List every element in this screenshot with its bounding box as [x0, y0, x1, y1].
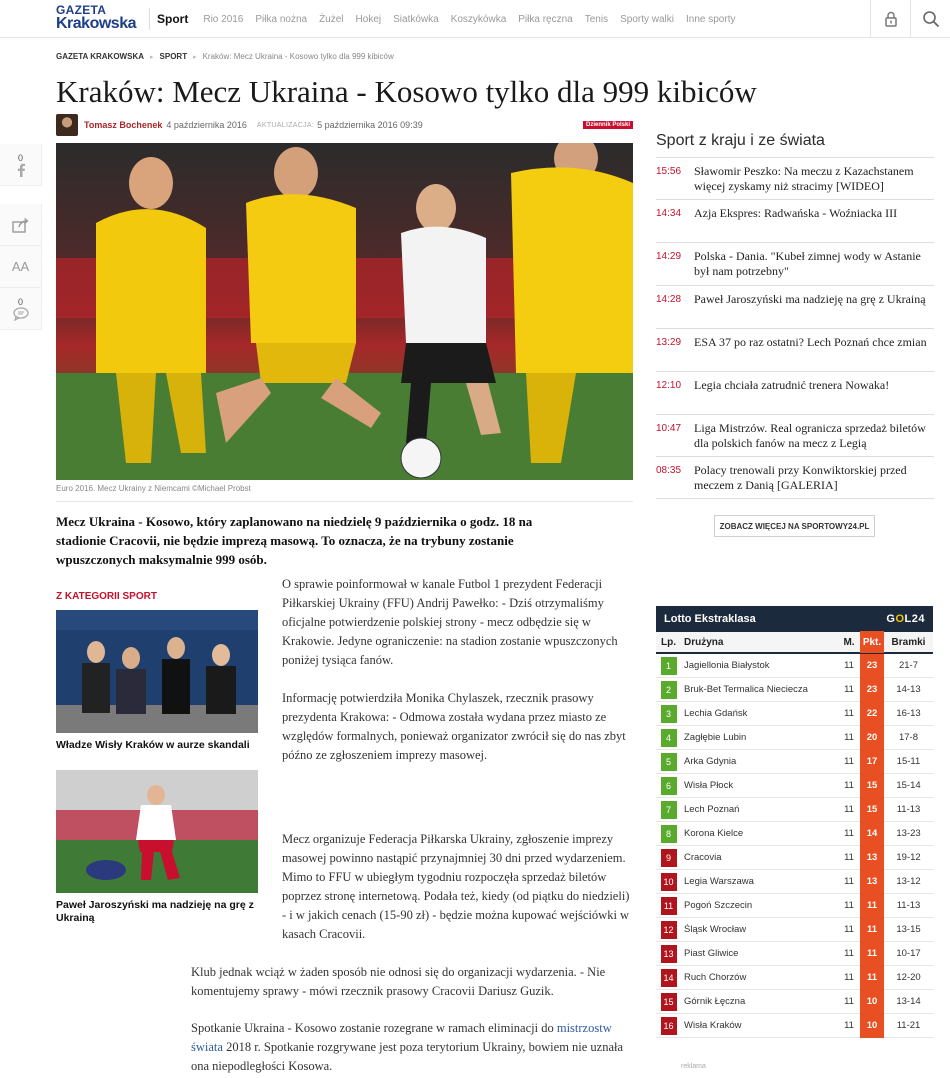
- points: 14: [860, 822, 884, 846]
- paragraph-text: 2018 r. Spotkanie rozgrywane jest poza terytorium Ukrainy, bowiem nie uznała ona niepodległości Kosowa.: [191, 1040, 624, 1073]
- position-badge: 8: [661, 825, 677, 843]
- news-headline[interactable]: Legia chciała zatrudnić trenera Nowaka!: [694, 378, 890, 392]
- position-badge: 4: [661, 729, 677, 747]
- font-size-button[interactable]: [0, 246, 42, 288]
- news-time: 14:29: [656, 251, 682, 262]
- team-name[interactable]: Legia Warszawa: [684, 876, 754, 887]
- more-news-button[interactable]: ZOBACZ WIĘCEJ NA SPORTOWY24.PL: [714, 515, 875, 537]
- facebook-share-button[interactable]: [0, 144, 42, 186]
- goals: 13-12: [896, 876, 921, 887]
- news-item[interactable]: [656, 157, 934, 199]
- nav-item-sporty-walki[interactable]: Sporty walki: [620, 13, 674, 25]
- share-button[interactable]: [0, 204, 42, 246]
- table-row[interactable]: [656, 894, 933, 918]
- position-badge: 11: [661, 897, 677, 915]
- position-badge: 15: [661, 993, 677, 1011]
- comments-count: 0: [17, 296, 23, 307]
- points: 11: [860, 966, 884, 990]
- nav-item-inne-sporty[interactable]: Inne sporty: [686, 13, 736, 25]
- category-heading: Z KATEGORII SPORT: [56, 591, 157, 602]
- login-button[interactable]: [870, 0, 910, 38]
- points: 11: [860, 894, 884, 918]
- breadcrumb-arrow-icon: ▸: [193, 53, 197, 61]
- goals: 11-21: [896, 1020, 921, 1031]
- table-row[interactable]: [656, 654, 933, 678]
- position-cell: [656, 705, 681, 723]
- goals: 13-23: [896, 828, 921, 839]
- team-name[interactable]: Wisła Kraków: [684, 1020, 742, 1031]
- points: 13: [860, 870, 884, 894]
- comments-button[interactable]: [0, 288, 42, 330]
- category-thumbnail[interactable]: [56, 610, 258, 733]
- goals: 17-8: [898, 732, 918, 743]
- article-meta: [56, 114, 633, 136]
- col-team: Drużyna: [684, 636, 724, 648]
- top-navigation: [0, 0, 950, 38]
- goals: 13-14: [896, 996, 921, 1007]
- position-badge: 13: [661, 945, 677, 963]
- section-nav: [157, 0, 747, 38]
- nav-item-pilka-nozna[interactable]: Piłka nożna: [255, 13, 308, 25]
- table-row[interactable]: [656, 750, 933, 774]
- category-card-title[interactable]: Władze Wisły Kraków w aurze skandali: [56, 739, 250, 751]
- points: 15: [860, 774, 884, 798]
- position-badge: 16: [661, 1017, 677, 1035]
- news-time: 14:28: [656, 294, 682, 305]
- points: 11: [860, 942, 884, 966]
- goals: 15-14: [896, 780, 921, 791]
- category-card[interactable]: [56, 770, 258, 925]
- position-cell: [656, 681, 681, 699]
- points: 11: [860, 918, 884, 942]
- matches-played: 11: [844, 1020, 854, 1031]
- position-badge: 7: [661, 801, 677, 819]
- team-name[interactable]: Bruk-Bet Termalica Nieciecza: [684, 684, 808, 695]
- source-badge: Dziennik Polski: [583, 121, 633, 129]
- article-main-photo[interactable]: [56, 143, 633, 480]
- matches-played: 11: [844, 828, 854, 839]
- nav-item-sport[interactable]: Sport: [157, 12, 189, 26]
- article-paragraph: Informację potwierdziła Monika Chylaszek, rzecznik prasowy prezydenta Krakowa: - Odmowa została wydana przez miasto ze względów formalnych, ponieważ organizator zwrócił się do nas zbyt późno ze zgłoszeniem imprezy masowej.: [282, 691, 626, 762]
- header-actions: [870, 0, 950, 38]
- news-time: 12:10: [656, 380, 682, 391]
- table-row[interactable]: [656, 966, 933, 990]
- team-name[interactable]: Zagłębie Lubin: [684, 732, 747, 743]
- news-time: 08:35: [656, 465, 682, 476]
- breadcrumb-section[interactable]: SPORT: [159, 52, 188, 61]
- goals: 15-11: [896, 756, 921, 767]
- logo-line-2: Krakowska: [56, 15, 136, 32]
- news-time: 10:47: [656, 423, 682, 434]
- news-item[interactable]: [656, 371, 934, 414]
- table-row[interactable]: [656, 870, 933, 894]
- updated-date: 5 października 2016 09:39: [317, 120, 423, 130]
- news-headline[interactable]: Polska - Dania. "Kubeł zimnej wody w Astanie był nam potrzebny": [694, 249, 921, 278]
- position-cell: [656, 921, 681, 939]
- matches-played: 11: [844, 732, 854, 743]
- updated-label: AKTUALIZACJA:: [256, 121, 315, 129]
- position-cell: [656, 657, 681, 675]
- team-name[interactable]: Jagiellonia Białystok: [684, 660, 770, 671]
- logo-part: O: [895, 613, 905, 625]
- goals: 19-12: [896, 852, 921, 863]
- position-badge: 9: [661, 849, 677, 867]
- logo-part: L24: [904, 613, 925, 625]
- league-table-header: [656, 606, 933, 632]
- league-columns: [656, 632, 933, 654]
- category-card[interactable]: [56, 610, 258, 752]
- category-card-title[interactable]: Paweł Jaroszyński ma nadzieję na grę z Ukrainą: [56, 899, 254, 924]
- matches-played: 11: [844, 684, 854, 695]
- paragraph-text: Spotkanie Ukraina - Kosowo zostanie rozegrane w ramach eliminacji do: [191, 1021, 557, 1035]
- press-conference-image: [56, 610, 258, 733]
- table-row[interactable]: [656, 918, 933, 942]
- news-headline[interactable]: Liga Mistrzów. Real ogranicza sprzedaż biletów dla polskich fanów na mecz z Legią: [694, 421, 926, 450]
- table-row[interactable]: [656, 702, 933, 726]
- nav-item-koszykowka[interactable]: Koszykówka: [450, 13, 507, 25]
- article-lead: Mecz Ukraina - Kosowo, który zaplanowano na niedzielę 9 października o godz. 18 na stadionie Cracovii, nie będzie imprezą masową. To oznacza, że na trybuny zostanie wpuszczonych maksymalnie 999 osób.: [56, 514, 533, 567]
- col-points: Pkt.: [860, 631, 884, 653]
- position-cell: [656, 777, 681, 795]
- photo-caption: Euro 2016. Mecz Ukrainy z Niemcami ©Michael Probst: [56, 484, 633, 502]
- nav-item-rio-2016[interactable]: Rio 2016: [203, 13, 244, 25]
- position-badge: 3: [661, 705, 677, 723]
- news-headline[interactable]: ESA 37 po raz ostatni? Lech Poznań chce zmian: [694, 335, 927, 349]
- team-name[interactable]: Lech Poznań: [684, 804, 740, 815]
- news-item[interactable]: [656, 199, 934, 242]
- team-name[interactable]: Ruch Chorzów: [684, 972, 747, 983]
- matches-played: 11: [844, 972, 854, 983]
- font-size-icon: AA: [11, 259, 30, 274]
- gol24-logo[interactable]: [886, 613, 925, 625]
- league-name: Lotto Ekstraklasa: [664, 613, 756, 625]
- goals: 13-15: [896, 924, 921, 935]
- lock-icon: [884, 11, 898, 27]
- team-name[interactable]: Lechia Gdańsk: [684, 708, 748, 719]
- site-logo[interactable]: [56, 4, 142, 30]
- table-row[interactable]: [656, 846, 933, 870]
- nav-item-siatkowka[interactable]: Siatkówka: [393, 13, 439, 25]
- news-item[interactable]: [656, 285, 934, 328]
- matches-played: 11: [844, 996, 854, 1007]
- ad-label: reklama: [681, 1063, 706, 1070]
- points: 15: [860, 798, 884, 822]
- nav-item-hokej[interactable]: Hokej: [355, 13, 382, 25]
- goals: 12-20: [896, 972, 921, 983]
- matches-played: 11: [844, 804, 854, 815]
- team-name[interactable]: Wisła Płock: [684, 780, 734, 791]
- position-cell: [656, 873, 681, 891]
- article-title: Kraków: Mecz Ukraina - Kosowo tylko dla 999 kibiców: [56, 74, 757, 109]
- table-row[interactable]: [656, 1014, 933, 1038]
- logo-part: G: [886, 613, 896, 625]
- points: 10: [860, 990, 884, 1014]
- comment-icon: [13, 307, 29, 321]
- position-badge: 2: [661, 681, 677, 699]
- news-item[interactable]: [656, 456, 934, 499]
- matches-played: 11: [844, 948, 854, 959]
- goals: 10-17: [896, 948, 921, 959]
- news-item[interactable]: [656, 414, 934, 456]
- social-share-bar: [0, 144, 42, 330]
- matches-played: 11: [844, 852, 854, 863]
- world-cup-link[interactable]: mistrzostw świata: [191, 1021, 612, 1054]
- table-row[interactable]: [656, 990, 933, 1014]
- points: 13: [860, 846, 884, 870]
- position-badge: 6: [661, 777, 677, 795]
- position-cell: [656, 945, 681, 963]
- nav-divider: [149, 8, 150, 30]
- position-cell: [656, 993, 681, 1011]
- table-row[interactable]: [656, 798, 933, 822]
- search-icon: [922, 10, 940, 28]
- author-name[interactable]: Tomasz Bochenek: [84, 120, 163, 130]
- article-paragraph: Mecz organizuje Federacja Piłkarska Ukrainy, zgłoszenie imprezy masowej powinno nastąpić przynajmniej 30 dni przed wydarzeniem. Mimo to FFU w ubiegłym tygodniu rozpoczęła sprzedaż biletów poprzez stronę internetową. Podała też, kiedy (od piątku do niedzieli) - i w jakich cenach (15-90 zł) - będzie można kupować wejściówki w kasach Cracovii.: [282, 832, 630, 941]
- article-paragraph: [191, 1019, 634, 1076]
- news-headline[interactable]: Paweł Jaroszyński ma nadzieję na grę z Ukrainą: [694, 292, 926, 306]
- points: 23: [860, 654, 884, 678]
- matches-played: 11: [844, 900, 854, 911]
- nav-item-pilka-reczna[interactable]: Piłka ręczna: [518, 13, 573, 25]
- league-rows: [656, 654, 933, 1038]
- team-name[interactable]: Pogoń Szczecin: [684, 900, 753, 911]
- goals: 16-13: [896, 708, 921, 719]
- position-cell: [656, 825, 681, 843]
- col-goals: Bramki: [891, 636, 926, 648]
- nav-item-tenis[interactable]: Tenis: [584, 13, 609, 25]
- goals: 14-13: [896, 684, 921, 695]
- news-item[interactable]: [656, 242, 934, 285]
- position-cell: [656, 1017, 681, 1035]
- goals: 21-7: [898, 660, 918, 671]
- nav-item-zuzel[interactable]: Żużel: [319, 13, 344, 25]
- position-badge: 10: [661, 873, 677, 891]
- table-row[interactable]: [656, 822, 933, 846]
- points: 20: [860, 726, 884, 750]
- matches-played: 11: [844, 876, 854, 887]
- col-position: Lp.: [661, 636, 676, 648]
- matches-played: 11: [844, 780, 854, 791]
- goals: 11-13: [896, 804, 921, 815]
- news-headline[interactable]: Azja Ekspres: Radwańska - Woźniacka III: [694, 206, 898, 220]
- position-cell: [656, 897, 681, 915]
- position-badge: 5: [661, 753, 677, 771]
- position-badge: 12: [661, 921, 677, 939]
- news-item[interactable]: [656, 328, 934, 371]
- team-name[interactable]: Cracovia: [684, 852, 722, 863]
- col-matches: M.: [843, 636, 855, 648]
- logo-line-1: GAZETA: [56, 3, 107, 17]
- team-name[interactable]: Piast Gliwice: [684, 948, 739, 959]
- sidebar-title: Sport z kraju i ze świata: [656, 132, 825, 149]
- position-badge: 14: [661, 969, 677, 987]
- position-cell: [656, 729, 681, 747]
- facebook-icon: [16, 163, 26, 177]
- category-thumbnail[interactable]: [56, 770, 258, 893]
- points: 22: [860, 702, 884, 726]
- position-badge: 1: [661, 657, 677, 675]
- news-list: [656, 157, 934, 499]
- search-button[interactable]: [910, 0, 950, 38]
- matches-played: 11: [844, 660, 854, 671]
- points: 10: [860, 1014, 884, 1038]
- matches-played: 11: [844, 924, 854, 935]
- team-name[interactable]: Korona Kielce: [684, 828, 744, 839]
- breadcrumb-current: Kraków: Mecz Ukraina - Kosowo tylko dla 999 kibiców: [202, 52, 394, 61]
- position-cell: [656, 969, 681, 987]
- position-cell: [656, 801, 681, 819]
- news-headline[interactable]: Sławomir Peszko: Na meczu z Kazachstanem więcej zyskamy niż stracimy [WIDEO]: [694, 164, 914, 193]
- breadcrumb-arrow-icon: ▸: [150, 53, 154, 61]
- news-headline[interactable]: Polacy trenowali przy Konwiktorskiej przed meczem z Danią [GALERIA]: [694, 463, 907, 492]
- author-avatar[interactable]: [56, 114, 78, 136]
- league-table: [656, 606, 933, 1038]
- position-cell: [656, 849, 681, 867]
- position-cell: [656, 753, 681, 771]
- article-paragraph: Klub jednak wciąż w żaden sposób nie odnosi się do organizacji wydarzenia. - Nie komentujemy sprawy - mówi rzecznik prasowy Cracovii Dariusz Guzik.: [191, 965, 606, 998]
- football-photo-image: [56, 143, 633, 480]
- goals: 11-13: [896, 900, 921, 911]
- publish-date: 4 października 2016: [166, 120, 247, 130]
- news-time: 14:34: [656, 208, 682, 219]
- breadcrumb: [56, 52, 394, 61]
- table-row[interactable]: [656, 678, 933, 702]
- matches-played: 11: [844, 756, 854, 767]
- team-name[interactable]: Arka Gdynia: [684, 756, 737, 767]
- news-time: 15:56: [656, 166, 682, 177]
- team-name[interactable]: Górnik Łęczna: [684, 996, 746, 1007]
- share-icon: [12, 217, 30, 233]
- team-name[interactable]: Śląsk Wrocław: [684, 924, 747, 935]
- points: 23: [860, 678, 884, 702]
- article-paragraph: O sprawie poinformował w kanale Futbol 1 prezydent Federacji Piłkarskiej Ukrainy (FFU) Andrij Pawełko: - Dziś otrzymaliśmy oficjalne potwierdzenie polskiej strony - mecz odbędzie się w Krakowie. Jedyne ograniczenie: na stadion zostanie wpuszczonych poniżej tysiąca fanów.: [282, 577, 618, 667]
- table-row[interactable]: [656, 726, 933, 750]
- football-player-image: [56, 770, 258, 893]
- points: 17: [860, 750, 884, 774]
- breadcrumb-home[interactable]: GAZETA KRAKOWSKA: [56, 52, 144, 61]
- news-time: 13:29: [656, 337, 682, 348]
- facebook-count: 0: [17, 152, 23, 163]
- matches-played: 11: [844, 708, 854, 719]
- table-row[interactable]: [656, 942, 933, 966]
- table-row[interactable]: [656, 774, 933, 798]
